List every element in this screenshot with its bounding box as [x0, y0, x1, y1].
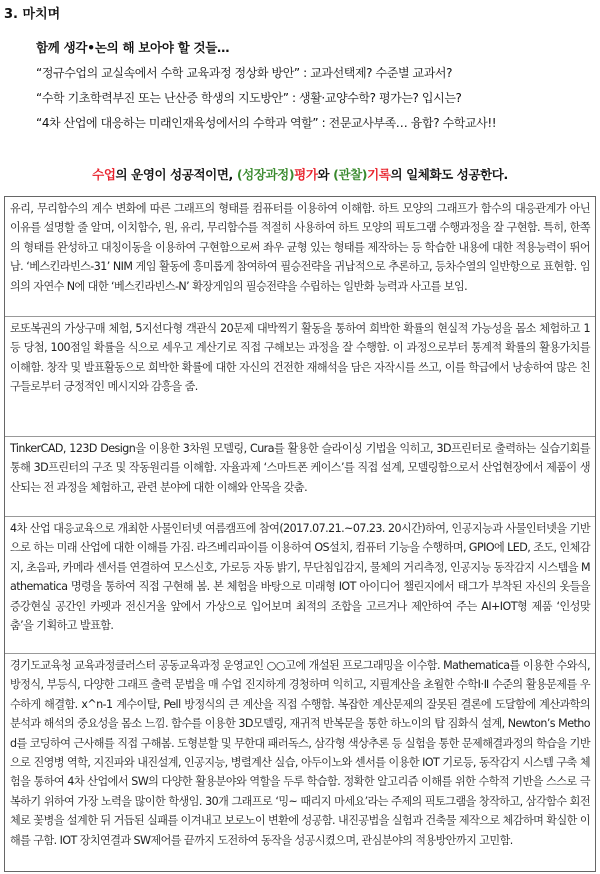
banner-word-observation: (관찰): [333, 167, 368, 182]
discussion-item: “4차 산업에 대응하는 미래인재육성에서의 수학과 역할” : 전문교사부족… 융합? 수학교사!!: [36, 116, 497, 130]
banner-text: 의 일체화도 성공한다.: [390, 167, 508, 182]
banner-text: 와: [317, 167, 334, 182]
key-message-banner: [0, 165, 600, 183]
discussion-title: 함께 생각•논의 해 보아야 할 것들…: [36, 40, 230, 55]
record-cell: 유리, 무리함수의 계수 변화에 따른 그래프의 형태를 컴퓨터를 이용하여 이해함. 하트 모양의 그래프가 함수의 대응관계가 아닌 이유를 설명할 줄 알며, 이치함수, 원, 유리, 무리함수를 적절히 사용하여 하트 모양의 픽토그램 수행과정을 잘 구현함. 특히, 한쪽의 형태를 완성하고 대칭이동을 이용하여 구현함으로써 좌우 균형 있는 형태를 제작하는 등 학습한 내용에 대한 적용능력이 뛰어남. ‘베스킨라빈스-31’ NIM 게임 활동에 흥미롭게 참여하여 필승전략을 귀납적으로 추론하고, 등차수열의 일반항으로 표현함. 임의의 자연수 N에 대한 ‘베스킨라빈스-N’ 확장게임의 필승전략을 수립하는 일반화 능력과 사고를 보임.: [5, 197, 595, 317]
discussion-item: “정규수업의 교실속에서 수학 교육과정 정상화 방안” : 교과선택제? 수준별 교과서?: [36, 66, 453, 80]
record-cell: 4차 산업 대응교육으로 개최한 사물인터넷 여름캠프에 참여(2017.07.21.~07.23. 20시간)하여, 인공지능과 사물인터넷을 기반으로 하는 미래 산업에 대한 이해를 가짐. 라즈베리파이를 이용하여 OS설치, 컴퓨터 기능을 수행하며, GPIO에 LED, 조도, 인체감지, 초음파, 카메라 센서를 연결하여 모스신호, 가로등 자동 밝기, 무단침입감지, 물체의 거리측정, 인공지능 동작감지 시스템을 Mathematica 명령을 통하여 직접 구현해 봄. 본 체험을 바탕으로 미래형 IOT 아이디어 챌린지에서 태그가 부착된 자신의 옷들을 증강현실 공간인 카펫과 전신거울 앞에서 가상으로 입어보며 최적의 조합을 고르거나 제안하여 주는 AI+IOT형 제품 ‘인성맞춤’을 기획하고 발표함.: [5, 517, 595, 654]
banner-word-record: 기록: [367, 167, 391, 182]
discussion-item: “수학 기초학력부진 또는 난산증 학생의 지도방안” : 생활·교양수학? 평가는? 입시는?: [36, 91, 462, 105]
record-cell: 로또복권의 가상구매 체험, 5지선다형 객관식 20문제 대박찍기 활동을 통하여 희박한 확률의 현실적 가능성을 몸소 체험하고 1등 당첨, 100점일 확률을 식으로 세우고 계산기로 직접 구해보는 과정을 잘 수행함. 이 과정으로부터 통계적 확률의 활용가치를 이해함. 창작 및 발표활동으로 희박한 확률에 대한 자신의 건전한 재해석을 담은 자작시를 쓰고, 이를 학급에서 낭송하여 많은 친구들로부터 긍정적인 메시지와 감흥을 줌.: [5, 317, 595, 437]
banner-word-class: 수업: [92, 167, 116, 182]
discussion-block: [36, 38, 596, 140]
records-table: [4, 196, 596, 872]
record-cell: TinkerCAD, 123D Design을 이용한 3차원 모델링, Cura를 활용한 슬라이싱 기법을 익히고, 3D프린터로 출력하는 실습기회를 통해 3D프린터의 구조 및 작동원리를 이해함. 자율과제 ‘스마트폰 케이스’를 직접 설계, 모델링함으로서 산업현장에서 제품이 생산되는 전 과정을 체험하고, 관련 분야에 대한 이해와 안목을 갖춤.: [5, 437, 595, 517]
record-cell: 경기도교육청 교육과정클러스터 공동교육과정 운영교인 ○○고에 개설된 프로그래밍을 이수함. Mathematica를 이용한 수와식, 방정식, 부등식, 다양한 그래프 출력 문법을 매 수업 진지하게 경청하며 익히고, 지필계산을 초월한 수학Ⅰ·Ⅱ 수준의 활용문제를 우수하게 해결함. x^n-1 계수이탈, Pell 방정식의 큰 계산을 직접 수행함. 복잡한 계산문제의 잘못된 결론에 도달함에 계산과학의 분석과 해석의 중요성을 몸소 느낌. 함수를 이용한 3D모델링, 재귀적 반복문을 통한 하노이의 탑 짐화식 설계, Newton’s Method를 코딩하여 근사해를 직접 구해봄. 도형분할 및 무한대 패러독스, 삼각형 색상추론 등 실험을 통한 문제해결과정의 학습을 기반으로 진영병 역학, 지진파와 내진설계, 인공지능, 병렬계산 실습, 아두이노와 센서를 이용한 IOT 기로등, 동작감지 시스템 구축 체험을 통하여 4차 산업에서 SW의 다양한 활용분야와 역할을 두루 학습함. 정확한 알고리즘 이해를 위한 수학적 기반을 스스로 극복하기 위하여 가장 노력을 많이한 학생임. 30개 그래프로 ‘밍~ 때리지 마세요’라는 주제의 픽토그램을 창작하고, 삼각함수 회전체로 꽃병을 설계한 뒤 거듭된 실패를 이겨내고 보로노이 변환에 성공함. 내진공법을 실험과 건축물 제작으로 체감하며 확실한 이해를 구함. IOT 장치연결과 SW제어를 끝까지 도전하여 동작을 성공시켰으며, 관심분야의 적용방안까지 고민함.: [10, 659, 590, 847]
banner-text: 의 운영이 성공적이면,: [115, 167, 237, 182]
banner-word-growth: (성장과정): [236, 167, 295, 182]
banner-word-evaluation: 평가: [294, 167, 318, 182]
section-heading: 3. 마치며: [4, 7, 61, 22]
